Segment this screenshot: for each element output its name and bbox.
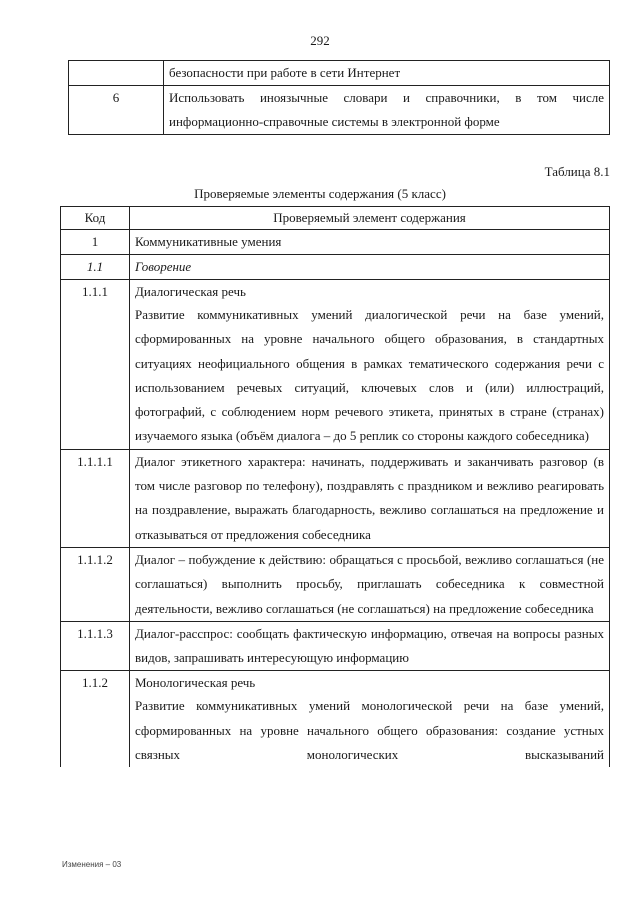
row-title: Монологическая речь [135, 675, 256, 691]
table-row [61, 621, 610, 671]
row-content [130, 621, 610, 671]
row-text: Диалог этикетного характера: начинать, поддерживать и заканчивать разговор (в том числе разговор по телефону), поздравлять с праздником и вежливо реагировать на поздравление, выражать благодарность, вежливо соглашаться на предложение и отказываться от предложения собеседника [135, 453, 604, 542]
row-code: 1.1.1.3 [61, 621, 130, 671]
row-code: 1.1.1.2 [61, 547, 130, 621]
row-code: 1.1.1.1 [61, 449, 130, 547]
content-table [60, 206, 610, 767]
row-text: Диалог – побуждение к действию: обращаться с просьбой, вежливо соглашаться (не соглашаться) выполнить просьбу, приглашать собеседника к совместной деятельности, вежливо соглашаться (не соглашаться) на предложение собеседника [135, 551, 604, 616]
table-row [61, 547, 610, 621]
page-number: 292 [310, 33, 330, 48]
footer-note: Изменения – 03 [62, 860, 122, 869]
table-title: Проверяемые элементы содержания (5 класс) [194, 186, 446, 201]
row-text: Диалог-расспрос: сообщать фактическую информацию, отвечая на вопросы разных видов, запрашивать интересующую информацию [135, 625, 604, 666]
table-header-row [61, 207, 610, 230]
table-row [61, 671, 610, 767]
row-content [130, 280, 610, 450]
header-element: Проверяемый элемент содержания [130, 207, 610, 230]
row-title: Коммуникативные умения [130, 230, 610, 255]
row-text: Развитие коммуникативных умений монологической речи на базе умений, сформированных на уровне начального общего образования: создание устных связных монологических высказываний [135, 698, 604, 763]
table-row [61, 449, 610, 547]
row-title: Говорение [130, 255, 610, 280]
row-code: 1.1.1 [61, 280, 130, 450]
table-row [69, 86, 610, 135]
row-content [130, 449, 610, 547]
row-text: Развитие коммуникативных умений диалогической речи на базе умений, сформированных на уровне начального общего образования, в стандартных ситуациях неофициального общения в рамках тематического содержания речи с использованием речевых ситуаций, ключевых слов и (или) иллюстраций, фотографий, с соблюдением норм речевого этикета, принятых в стране (странах) изучаемого языка (объём диалога – до 5 реплик со стороны каждого собеседника) [135, 307, 604, 444]
row-code: 1 [61, 230, 130, 255]
header-code: Код [61, 207, 130, 230]
row-code: 1.1.2 [61, 671, 130, 767]
row-content [130, 671, 610, 767]
table-row [61, 280, 610, 450]
table-label: Таблица 8.1 [544, 164, 610, 179]
row-text: Использовать иноязычные словари и справочники, в том числе информационно-справочные системы в электронной форме [164, 86, 610, 135]
top-table [68, 60, 610, 135]
row-number [69, 61, 164, 86]
row-content [130, 547, 610, 621]
row-title: Диалогическая речь [135, 284, 246, 299]
row-text: безопасности при работе в сети Интернет [164, 61, 610, 86]
table-row [61, 230, 610, 255]
row-code: 1.1 [61, 255, 130, 280]
row-number: 6 [69, 86, 164, 135]
table-row [69, 61, 610, 86]
table-row [61, 255, 610, 280]
